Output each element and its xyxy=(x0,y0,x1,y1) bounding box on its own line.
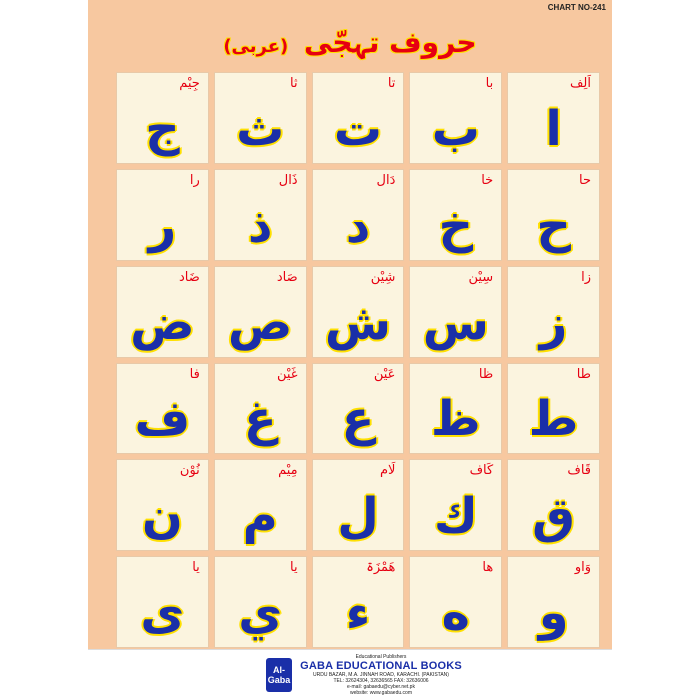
publisher-email: e-mail: gabaedu@cyber.net.pk xyxy=(347,684,415,690)
letter-name: حا xyxy=(579,172,591,188)
letter-card xyxy=(214,266,307,358)
letter-glyph: ه xyxy=(441,585,470,642)
publisher-address: URDU BAZAR, M.A. JINNAH ROAD, KARACHI. (PAKISTAN) xyxy=(313,672,449,678)
letter-name: صَاد xyxy=(276,269,298,285)
chart-subtitle: (عربی) xyxy=(223,36,289,57)
letter-card xyxy=(507,72,600,164)
letter-card xyxy=(214,169,307,261)
letter-glyph: خ xyxy=(438,197,474,254)
letter-glyph: ا xyxy=(545,100,562,157)
letter-name: شِیْن xyxy=(370,269,396,285)
letter-glyph: ز xyxy=(539,294,568,351)
letter-card xyxy=(409,556,502,648)
letter-glyph: ی xyxy=(140,585,185,642)
letter-name: ھَمْزَۃ xyxy=(366,560,396,576)
chart-number: CHART NO-241 xyxy=(547,3,606,12)
letter-glyph: ح xyxy=(536,197,571,254)
letter-name: مِیْم xyxy=(278,463,298,479)
letter-glyph: ن xyxy=(141,488,183,545)
letter-name: ثا xyxy=(290,76,298,91)
letter-glyph: ع xyxy=(341,391,375,448)
letter-card xyxy=(214,459,307,551)
letter-card xyxy=(312,556,405,648)
letter-name: عَیْن xyxy=(373,366,396,382)
letter-glyph: ب xyxy=(431,100,480,157)
letter-card xyxy=(507,363,600,455)
chart-title xyxy=(88,26,612,59)
letter-card xyxy=(116,72,209,164)
letter-glyph: ف xyxy=(134,391,191,448)
letter-card xyxy=(116,459,209,551)
letter-glyph: ث xyxy=(236,100,285,157)
publisher-phone: TEL: 32624304, 32636565 FAX: 32636006 xyxy=(333,678,429,684)
letter-card xyxy=(507,169,600,261)
letter-card xyxy=(507,266,600,358)
publisher-footer xyxy=(88,649,612,700)
letter-glyph: ش xyxy=(324,294,392,351)
letter-card xyxy=(116,169,209,261)
publisher-info xyxy=(296,654,466,696)
letter-name: طا xyxy=(576,366,591,382)
letter-card xyxy=(312,266,405,358)
letter-name: ظا xyxy=(478,366,494,382)
letter-glyph: ي xyxy=(238,585,283,642)
letter-card xyxy=(507,459,600,551)
letter-name: وَاو xyxy=(574,560,591,576)
publisher-name: GABA EDUCATIONAL BOOKS xyxy=(300,660,462,672)
letter-card xyxy=(507,556,600,648)
letter-name: جِیْم xyxy=(179,76,200,91)
letter-glyph: ج xyxy=(145,100,180,157)
letter-name: نُوْن xyxy=(179,463,200,479)
letter-card xyxy=(312,459,405,551)
letter-name: کَاف xyxy=(469,463,494,479)
letter-glyph: ت xyxy=(333,100,383,157)
letter-name: خا xyxy=(481,172,494,188)
letter-name: زا xyxy=(581,269,591,285)
letter-card xyxy=(312,363,405,455)
letter-name: ھا xyxy=(482,560,494,576)
letter-glyph: ء xyxy=(345,585,371,642)
letter-name: را xyxy=(189,172,200,188)
letter-glyph: س xyxy=(422,294,489,351)
letter-name: با xyxy=(485,76,494,91)
letter-card xyxy=(409,363,502,455)
letter-name: قَاف xyxy=(567,463,591,479)
letter-glyph: غ xyxy=(243,391,277,448)
letter-card xyxy=(116,266,209,358)
letter-name: اَلِف xyxy=(569,76,591,91)
letter-glyph: ط xyxy=(528,391,579,448)
letter-card xyxy=(409,459,502,551)
letter-glyph: و xyxy=(538,585,569,642)
letter-name: فا xyxy=(189,366,200,382)
letter-card xyxy=(409,266,502,358)
letter-glyph: ذ xyxy=(247,197,273,254)
letter-name: یا xyxy=(192,560,200,576)
letter-card xyxy=(409,72,502,164)
letter-glyph: م xyxy=(242,488,278,545)
publisher-tagline: Educational Publishers xyxy=(355,654,407,660)
letter-name: یا xyxy=(290,560,298,576)
letter-card xyxy=(312,169,405,261)
letter-name: تا xyxy=(387,76,396,91)
publisher-website: website: www.gabaedu.com xyxy=(350,690,412,696)
letter-glyph: ك xyxy=(433,488,478,545)
letter-glyph: ص xyxy=(227,294,293,351)
chart-title-text: حروف تہجّی xyxy=(303,26,477,59)
letter-grid xyxy=(116,72,600,648)
letter-card xyxy=(116,363,209,455)
letter-glyph: ظ xyxy=(430,391,481,448)
letter-card xyxy=(214,363,307,455)
publisher-logo: Al-Gaba xyxy=(266,658,292,692)
letter-name: ضَاد xyxy=(179,269,200,285)
letter-card xyxy=(312,72,405,164)
letter-glyph: د xyxy=(345,197,371,254)
letter-glyph: ض xyxy=(130,294,195,351)
letter-card xyxy=(116,556,209,648)
letter-name: دَال xyxy=(376,172,396,188)
letter-name: لَام xyxy=(379,463,396,479)
letter-card xyxy=(214,556,307,648)
letter-glyph: ر xyxy=(148,197,177,254)
letter-glyph: ل xyxy=(337,488,379,545)
letter-card xyxy=(409,169,502,261)
letter-card xyxy=(214,72,307,164)
alphabet-chart xyxy=(88,0,612,700)
letter-glyph: ق xyxy=(532,488,576,545)
letter-name: سِیْن xyxy=(468,269,494,285)
letter-name: غَیْن xyxy=(276,366,298,382)
letter-name: ذَال xyxy=(278,172,298,188)
